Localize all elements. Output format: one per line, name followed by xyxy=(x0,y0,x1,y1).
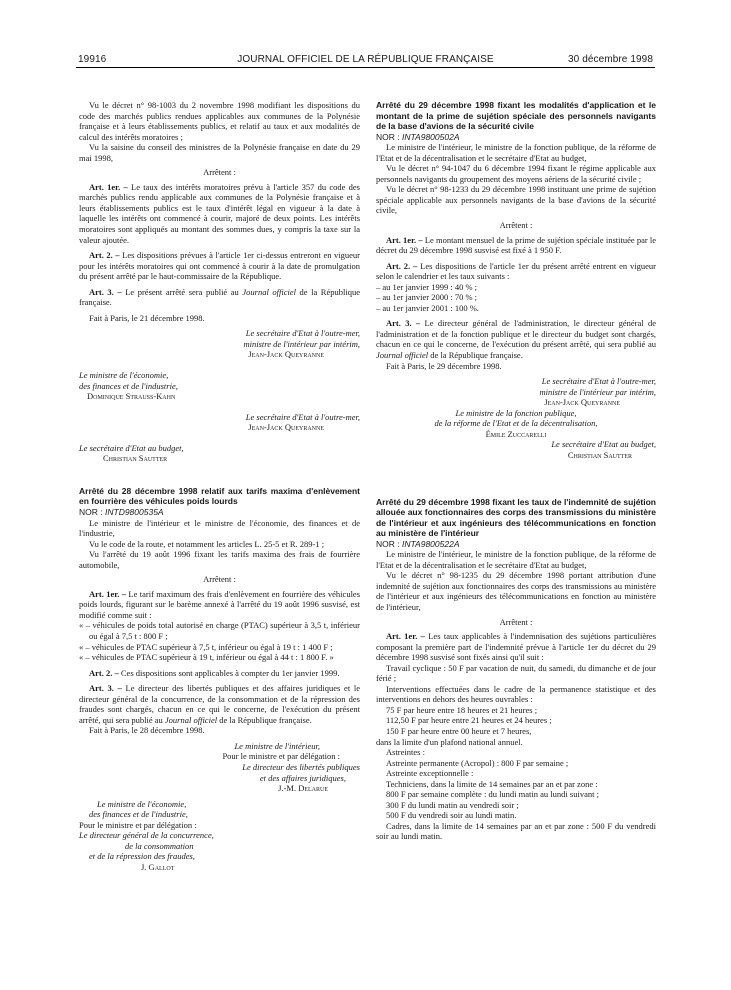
list-item: Interventions effectuées dans le cadre de la permanence statistique et des interventions en dehors des heures ouvrables : xyxy=(376,683,656,705)
signature-title: Le ministre de la fonction publique, xyxy=(455,407,577,418)
decree-title: Arrêté du 28 décembre 1998 relatif aux tarifs maxima d'enlèvement en fourrière des véhicules poids lourds xyxy=(79,485,360,507)
paragraph: Vu l'arrêté du 19 août 1996 fixant les tarifs maxima des frais de fourrière automobile, xyxy=(79,549,360,570)
article-text: de la République française. xyxy=(219,714,312,725)
list-item: 800 F par semaine complète : du lundi matin au lundi suivant ; xyxy=(386,789,599,800)
signature-title: Le directeur des libertés publiques xyxy=(242,761,360,772)
nor-label: NOR : xyxy=(376,131,400,142)
list-item: Astreinte exceptionnelle : xyxy=(386,768,474,779)
list-item: « – véhicules de PTAC supérieur à 7,5 t, inférieur ou égal à 19 t : 1 400 F ; xyxy=(79,641,333,652)
article-1 xyxy=(376,235,656,256)
article-label: Art. 1er. – xyxy=(386,631,425,642)
nor-label: NOR : xyxy=(79,506,103,517)
article-label: Art. 3. – xyxy=(386,318,421,329)
article-text: de la République française. xyxy=(79,286,360,308)
nor-reference xyxy=(79,507,360,518)
signature-name: J.-M. Delarue xyxy=(278,783,328,794)
article-label: Art. 1er. – xyxy=(386,234,423,245)
list-item: – au 1er janvier 1999 : 40 % ; xyxy=(376,281,478,292)
fait-line: Fait à Paris, le 21 décembre 1998. xyxy=(89,312,205,323)
article-2 xyxy=(79,250,360,282)
arretent-heading: Arrêtent : xyxy=(203,574,236,585)
list-item: – au 1er janvier 2000 : 70 % ; xyxy=(376,292,478,303)
signature-title: Le ministre de l'économie, xyxy=(97,798,187,809)
article-label: Art. 1er. – xyxy=(89,588,127,599)
signature-title: Le ministre de l'économie, xyxy=(79,370,169,381)
list-item: Cadres, dans la limite de 14 semaines par an et par zone : 500 F du vendredi soir au lundi matin. xyxy=(376,820,656,842)
nor-reference xyxy=(376,132,656,143)
signature-name: Christian Sautter xyxy=(103,453,168,464)
article-text: Le tarif maximum des frais d'enlèvement en fourrière des véhicules poids lourds, figurant sur le barème annexé à l'arrêté du 19 août 1996 susvisé, est modifié comme suit : xyxy=(79,588,361,620)
article-text: Ces dispositions sont applicables à compter du 1er janvier 1999. xyxy=(120,667,340,678)
signature-title: Le secrétaire d'Etat au budget, xyxy=(551,439,656,450)
list-item: Techniciens, dans la limite de 14 semaines par an et par zone : xyxy=(386,778,598,789)
signature-title: Pour le ministre et par délégation : xyxy=(79,819,197,830)
fait-line: Fait à Paris, le 29 décembre 1998. xyxy=(386,360,502,371)
fait-line: Fait à Paris, le 28 décembre 1998. xyxy=(89,725,205,736)
article-text: Le directeur général de l'administration, le directeur général de l'administration et de la fonction publique et le directeur du budget sont chargés, chacun en ce qui le concerne, de l'exécution du présent arrêté, qui sera publié au xyxy=(376,318,656,350)
signature-title: Le directeur général de la concurrence, xyxy=(79,830,214,841)
signature-title: de la consommation xyxy=(125,840,194,851)
signature-title: des finances et de l'industrie, xyxy=(89,809,188,820)
list-item: « – véhicules de PTAC supérieur à 19 t, inférieur ou égal à 44 t : 1 800 F. » xyxy=(79,652,334,663)
signature-title: ministre de l'intérieur par intérim, xyxy=(243,338,360,349)
article-label: Art. 1er. – xyxy=(89,181,128,192)
article-label: Art. 2. – xyxy=(89,250,120,261)
article-3 xyxy=(376,318,656,360)
list-item: Astreintes : xyxy=(386,747,425,758)
article-2 xyxy=(79,668,360,679)
list-item: – au 1er janvier 2001 : 100 %. xyxy=(376,302,479,313)
list-item: 300 F du lundi matin au vendredi soir ; xyxy=(386,799,519,810)
signature-title: et des affaires juridiques, xyxy=(259,772,346,783)
list-item: Astreinte permanente (Acropol) : 800 F par semaine ; xyxy=(386,757,569,768)
signature-name: Jean-Jack Queyranne xyxy=(544,397,620,408)
signature-name: Dominique Strauss-Kahn xyxy=(87,391,176,402)
list-item: 500 F du vendredi soir au lundi matin. xyxy=(386,810,517,821)
signature-title: Le secrétaire d'Etat à l'outre-mer, xyxy=(245,328,360,339)
paragraph: Vu la saisine du conseil des ministres de la Polynésie française en date du 29 mai 1998, xyxy=(79,142,360,163)
signature-name: Jean-Jack Queyranne xyxy=(248,349,324,360)
article-label: Art. 2. – xyxy=(386,260,418,271)
signature-name: Jean-Jack Queyranne xyxy=(248,422,324,433)
article-text: Le montant mensuel de la prime de sujétion spéciale instituée par le décret du 29 décembre 1998 susvisé est fixé à 1 950 F. xyxy=(376,234,657,256)
signature-name: Christian Sautter xyxy=(567,449,632,460)
list-item: 112,50 F par heure entre 21 heures et 24 heures ; xyxy=(386,715,552,726)
signature-title: Le secrétaire d'Etat à l'outre-mer, xyxy=(541,376,656,387)
issue-date: 30 décembre 1998 xyxy=(568,54,653,65)
article-text: Les dispositions de l'article 1er du présent arrêté entrent en vigueur selon le calendrier et les taux suivants : xyxy=(376,260,656,282)
list-item: 75 F par heure entre 18 heures et 21 heures ; xyxy=(386,704,538,715)
nor-code: INTA9800522A xyxy=(402,538,460,549)
article-text: Le taux des intérêts moratoires prévu à l'article 357 du code des marchés publics rendu applicable aux communes de la Polynésie française et à leurs établissements publics est le taux d'intérêt légal en vigueur à la date à laquelle les intérêts ont commencé à courir, majoré de deux points. Les intérêts moratoires sont appliqués au montant des sommes dues, y compris la taxe sur la valeur ajoutée. xyxy=(79,181,360,245)
arretent-heading: Arrêtent : xyxy=(499,220,533,231)
article-text: Les dispositions prévues à l'article 1er ci-dessus entreront en vigueur pour les intérêts moratoires qui ont commencé à courir à la date de promulgation du présent arrêté par le haut-commissaire de la République. xyxy=(79,250,360,282)
article-text: Le directeur des libertés publiques et des affaires juridiques et le directeur général de la concurrence, de la consommation et de la répression des fraudes sont chargés, chacun en ce qui le concerne, de l'exécution du présent arrêté, qui sera publié au xyxy=(79,683,360,725)
signature-title: Le ministre de l'intérieur, xyxy=(234,740,320,751)
signature-name: J. Gallot xyxy=(141,861,175,872)
journal-title: JOURNAL OFFICIEL DE LA RÉPUBLIQUE FRANÇAISE xyxy=(237,54,494,65)
article-1 xyxy=(376,631,656,663)
decree-title: Arrêté du 29 décembre 1998 fixant les taux de l'indemnité de sujétion allouée aux fonctionnaires des corps des transmissions du ministère de l'intérieur et aux ingénieurs des télécommunications en fonction au ministère de l'intérieur xyxy=(376,496,656,539)
arretent-heading: Arrêtent : xyxy=(499,616,533,627)
article-text: Le présent arrêté sera publié au xyxy=(125,286,239,297)
page-number: 19916 xyxy=(78,54,107,65)
nor-code: INTD9800535A xyxy=(105,506,164,517)
list-item: « – véhicules de poids total autorisé en charge (PTAC) supérieur à 3,5 t, inférieur ou égal à 7,5 t : 800 F ; xyxy=(79,620,360,641)
article-1 xyxy=(79,589,360,621)
list-item: dans la limite d'un plafond national annuel. xyxy=(376,736,523,747)
article-label: Art. 3. – xyxy=(89,286,122,297)
arretent-heading: Arrêtent : xyxy=(203,167,236,178)
journal-ref: Journal officiel xyxy=(376,350,429,361)
paragraph: Vu le décret n° 98-1003 du 2 novembre 1998 modifiant les dispositions du code des marchés publics rendues applicables aux communes de la Polynésie française et à leurs établissements publics, et relatif au taux et aux modalités de calcul des intérêts moratoires ; xyxy=(79,100,360,142)
paragraph: Le ministre de l'intérieur, le ministre de la fonction publique, de la réforme de l'Etat et de la décentralisation et le secrétaire d'Etat au budget, xyxy=(376,549,656,570)
article-2 xyxy=(376,261,656,282)
article-1 xyxy=(79,182,360,245)
article-3 xyxy=(79,683,360,725)
signature-title: Le secrétaire d'Etat au budget, xyxy=(79,442,184,453)
signature-title: et de la répression des fraudes, xyxy=(89,851,195,862)
journal-ref: Journal officiel xyxy=(242,286,296,297)
article-text: de la République française. xyxy=(430,350,523,361)
article-label: Art. 2. – xyxy=(89,667,119,678)
header-rule xyxy=(76,67,655,68)
nor-label: NOR : xyxy=(376,538,400,549)
signature-title: de la réforme de l'Etat et de la décentralisation, xyxy=(434,418,598,429)
signature-title: des finances et de l'industrie, xyxy=(79,380,178,391)
paragraph: Vu le code de la route, et notamment les articles L. 25-5 et R. 289-1 ; xyxy=(89,538,325,549)
list-item: 150 F par heure entre 00 heure et 7 heures, xyxy=(386,725,532,736)
journal-ref: Journal officiel xyxy=(164,714,218,725)
paragraph: Le ministre de l'intérieur, le ministre de la fonction publique, de la réforme de l'Etat et de la décentralisation et le secrétaire d'Etat au budget, xyxy=(376,142,656,163)
article-label: Art. 3. – xyxy=(89,683,122,694)
decree-title: Arrêté du 29 décembre 1998 fixant les modalités d'application et le montant de la prime de sujétion spéciale des personnels navigants de la base d'avions de la sécurité civile xyxy=(376,100,656,132)
article-3 xyxy=(79,287,360,308)
article-text: Les taux applicables à l'indemnisation des sujétions particulières composant la première part de l'indemnité prévue à l'article 1er du décret du 29 décembre 1998 susvisé sont fixés ainsi qu'il suit : xyxy=(376,631,657,663)
paragraph: Le ministre de l'intérieur et le ministre de l'économie, des finances et de l'industrie, xyxy=(79,517,360,539)
signature-name: Émile Zuccarelli xyxy=(485,428,547,439)
paragraph: Vu le décret n° 94-1047 du 6 décembre 1994 fixant le régime applicable aux personnels navigants du groupement des moyens aériens de la sécurité civile ; xyxy=(376,163,656,184)
paragraph: Vu le décret n° 98-1235 du 29 décembre 1998 portant attribution d'une indemnité de sujétion aux fonctionnaires des corps des transmissions au ministère de l'intérieur et aux ingénieurs des télécommunications en fonction au ministère de l'intérieur, xyxy=(376,570,656,612)
page-header xyxy=(76,52,655,68)
nor-code: INTA9800502A xyxy=(402,131,460,142)
signature-title: ministre de l'intérieur par intérim, xyxy=(539,386,656,397)
nor-reference xyxy=(376,539,656,550)
signature-title: Pour le ministre et par délégation : xyxy=(222,751,340,762)
tariff-list xyxy=(79,620,360,662)
list-item: Travail cyclique : 50 F par vacation de nuit, du samedi, du dimanche et de jour férié ; xyxy=(376,662,656,684)
signature-title: Le secrétaire d'Etat à l'outre-mer, xyxy=(245,411,360,422)
right-column xyxy=(376,100,656,842)
paragraph: Vu le décret n° 98-1233 du 29 décembre 1998 instituant une prime de sujétion spéciale applicable aux personnels navigants de la base d'avions de la sécurité civile, xyxy=(376,184,656,216)
left-column xyxy=(79,100,360,872)
